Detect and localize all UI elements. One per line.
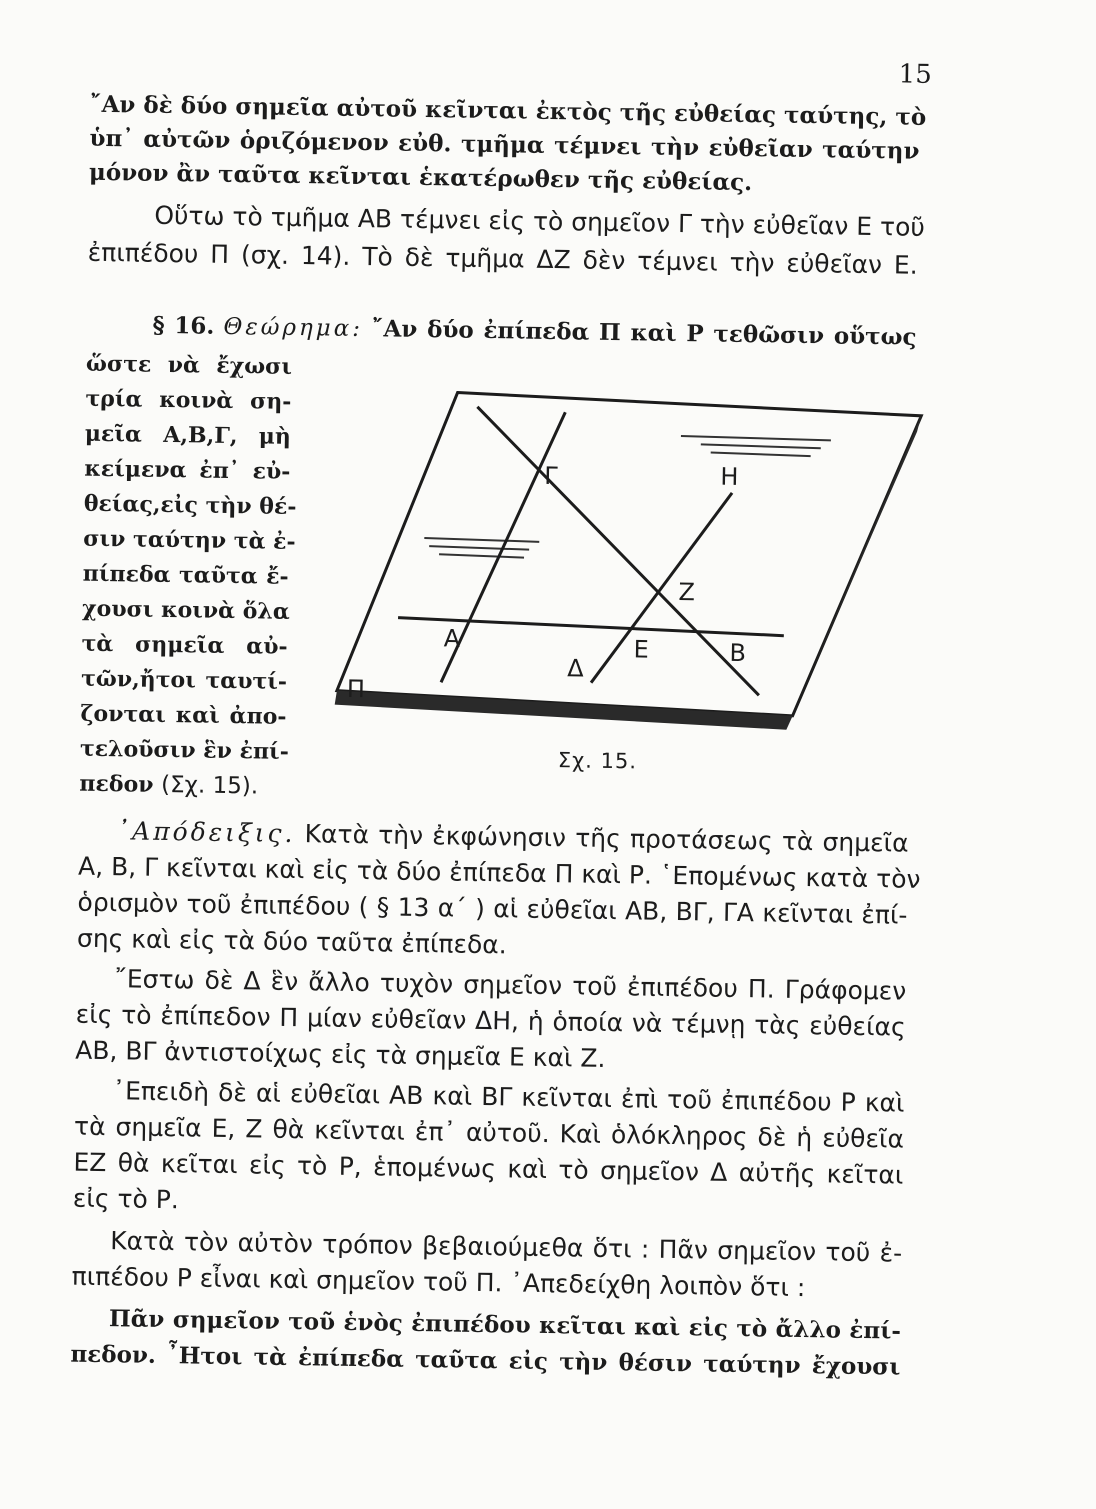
label-point-a: Α: [443, 624, 461, 653]
label-point-h: Η: [720, 462, 739, 491]
theorem-column-line: τρία κοινὰ ση-: [85, 385, 292, 415]
theorem-last-word: πεδον: [79, 770, 154, 798]
paragraph-since-line: εἰς τὸ Ρ.: [72, 1183, 180, 1215]
theorem-label: Θεώρημα:: [223, 313, 364, 343]
theorem-column-line: κείμενα ἐπ᾿ εὐ-: [84, 455, 291, 485]
label-point-b: Β: [729, 638, 747, 668]
conclusion-line: Πᾶν σημεῖον τοῦ ἑνὸς ἐπιπέδου κεῖται καὶ εἰς τὸ ἄλλο ἐπί-: [108, 1305, 902, 1345]
proof-label: ᾿Απόδειξις.: [116, 816, 296, 849]
plane-shading: [424, 432, 831, 562]
figure-caption: Σχ. 15.: [557, 748, 638, 774]
section-number: § 16.: [152, 311, 215, 340]
theorem-column-line: μεῖα Α,Β,Γ, μὴ: [84, 420, 292, 450]
label-plane-p: Π: [346, 674, 366, 704]
label-point-g: Γ: [544, 461, 558, 491]
paragraph-d-line: εἰς τὸ ἐπίπεδον Π μίαν εὐθεῖαν ΔΗ, ἡ ὁποία νὰ τέμνῃ τὰς εὐθείας: [75, 999, 906, 1042]
example-line: Οὕτω τὸ τμῆμα ΑΒ τέμνει εἰς τὸ σημεῖον Γ τὴν εὐθεῖαν Ε τοῦ: [154, 200, 926, 242]
proof-first-line-text: Κατὰ τὴν ἐκφώνησιν τῆς προτάσεως τὰ σημεῖα: [304, 819, 909, 858]
paragraph-similarly-line: Κατὰ τὸν αὐτὸν τρόπον βεβαιούμεθα ὅτι : Πᾶν σημεῖον τοῦ ἐ-: [110, 1226, 903, 1268]
label-point-e: Ε: [633, 635, 649, 664]
theorem-head-text: ῎Αν δύο ἐπίπεδα Π καὶ Ρ τεθῶσιν οὕτως: [371, 315, 917, 351]
theorem-column-line: τελοῦσιν ἓν ἐπί-: [79, 735, 290, 765]
theorem-column-line: χουσι κοινὰ ὅλα: [81, 595, 290, 625]
intro-line: ῎Αν δὲ δύο σημεῖα αὐτοῦ κεῖνται ἐκτὸς τῆς εὐθείας ταύτης, τὸ: [89, 90, 927, 131]
figure-reference: (Σχ. 15).: [160, 771, 259, 800]
paragraph-d-line: ῎Εστω δὲ Δ ἓν ἄλλο τυχὸν σημεῖον τοῦ ἐπιπέδου Π. Γράφομεν: [114, 964, 907, 1006]
intro-line: μόνον ἂν ταῦτα κεῖνται ἑκατέρωθεν τῆς εὐθείας.: [88, 158, 753, 197]
theorem-column-line: τῶν,ἤτοι ταυτί-: [80, 665, 288, 695]
figure-15-drawing: [326, 389, 927, 743]
label-point-z: Ζ: [678, 578, 696, 607]
example-line: ἐπιπέδου Π (σχ. 14). Τὸ δὲ τμῆμα ΔΖ δὲν τέμνει τὴν εὐθεῖαν Ε.: [87, 237, 918, 280]
label-point-d: Δ: [567, 654, 584, 683]
theorem-column-line: σιν ταύτην τὰ ἐ-: [83, 525, 296, 556]
theorem-heading: [152, 310, 916, 354]
figure-15: [326, 389, 927, 743]
plane-edge: [334, 691, 792, 730]
theorem-column-last-line: [79, 767, 286, 804]
page-number: 15: [898, 59, 932, 90]
paragraph-since-line: τὰ σημεῖα Ε, Ζ θὰ κεῖνται ἐπ᾿ αὐτοῦ. Καὶ ὁλόκληρος δὲ ἡ εὐθεῖα: [73, 1111, 905, 1154]
proof-line: σης καὶ εἰς τὰ δύο ταῦτα ἐπίπεδα.: [76, 923, 507, 960]
paragraph-d-line: ΑΒ, ΒΓ ἀντιστοίχως εἰς τὰ σημεῖα Ε καὶ Ζ.: [74, 1035, 606, 1073]
theorem-column-line: πίπεδα ταῦτα ἔ-: [82, 560, 289, 590]
plane-outline: [337, 391, 922, 718]
paragraph-since-line: ΕΖ θὰ κεῖται εἰς τὸ Ρ, ἑπομένως καὶ τὸ σημεῖον Δ αὐτῆς κεῖται: [73, 1147, 904, 1190]
line-dh: [591, 491, 732, 685]
proof-line: Α, Β, Γ κεῖνται καὶ εἰς τὰ δύο ἐπίπεδα Π καὶ Ρ. ῾Επομένως κατὰ τὸν: [77, 851, 921, 894]
paragraph-since-line: ᾿Επειδὴ δὲ αἱ εὐθεῖαι ΑΒ καὶ ΒΓ κεῖνται ἐπὶ τοῦ ἐπιπέδου Ρ καὶ: [112, 1076, 905, 1118]
theorem-column-line: ζονται καὶ ἀπο-: [80, 700, 287, 730]
paragraph-similarly-line: πιπέδου Ρ εἶναι καὶ σημεῖον τοῦ Π. ᾿Απεδείχθη λοιπὸν ὅτι :: [71, 1261, 806, 1303]
intro-line: ὑπ᾿ αὐτῶν ὁριζόμενον εὐθ. τμῆμα τέμνει τὴν εὐθεῖαν ταύτην: [89, 124, 920, 165]
theorem-column-line: ὥστε νὰ ἔχωσι: [85, 350, 293, 380]
theorem-column-line: τὰ σημεῖα αὐ-: [81, 630, 288, 660]
theorem-column-line: θείας,εἰς τὴν θέ-: [83, 490, 297, 521]
line-bg: [473, 407, 763, 695]
proof-line: ὁρισμὸν τοῦ ἐπιπέδου ( § 13 α΄ ) αἱ εὐθεῖαι ΑΒ, ΒΓ, ΓΑ κεῖνται ἐπί-: [77, 887, 908, 930]
conclusion-line: πεδον. ῏Ητοι τὰ ἐπίπεδα ταῦτα εἰς τὴν θέσιν ταύτην ἔχουσι: [70, 1340, 901, 1381]
